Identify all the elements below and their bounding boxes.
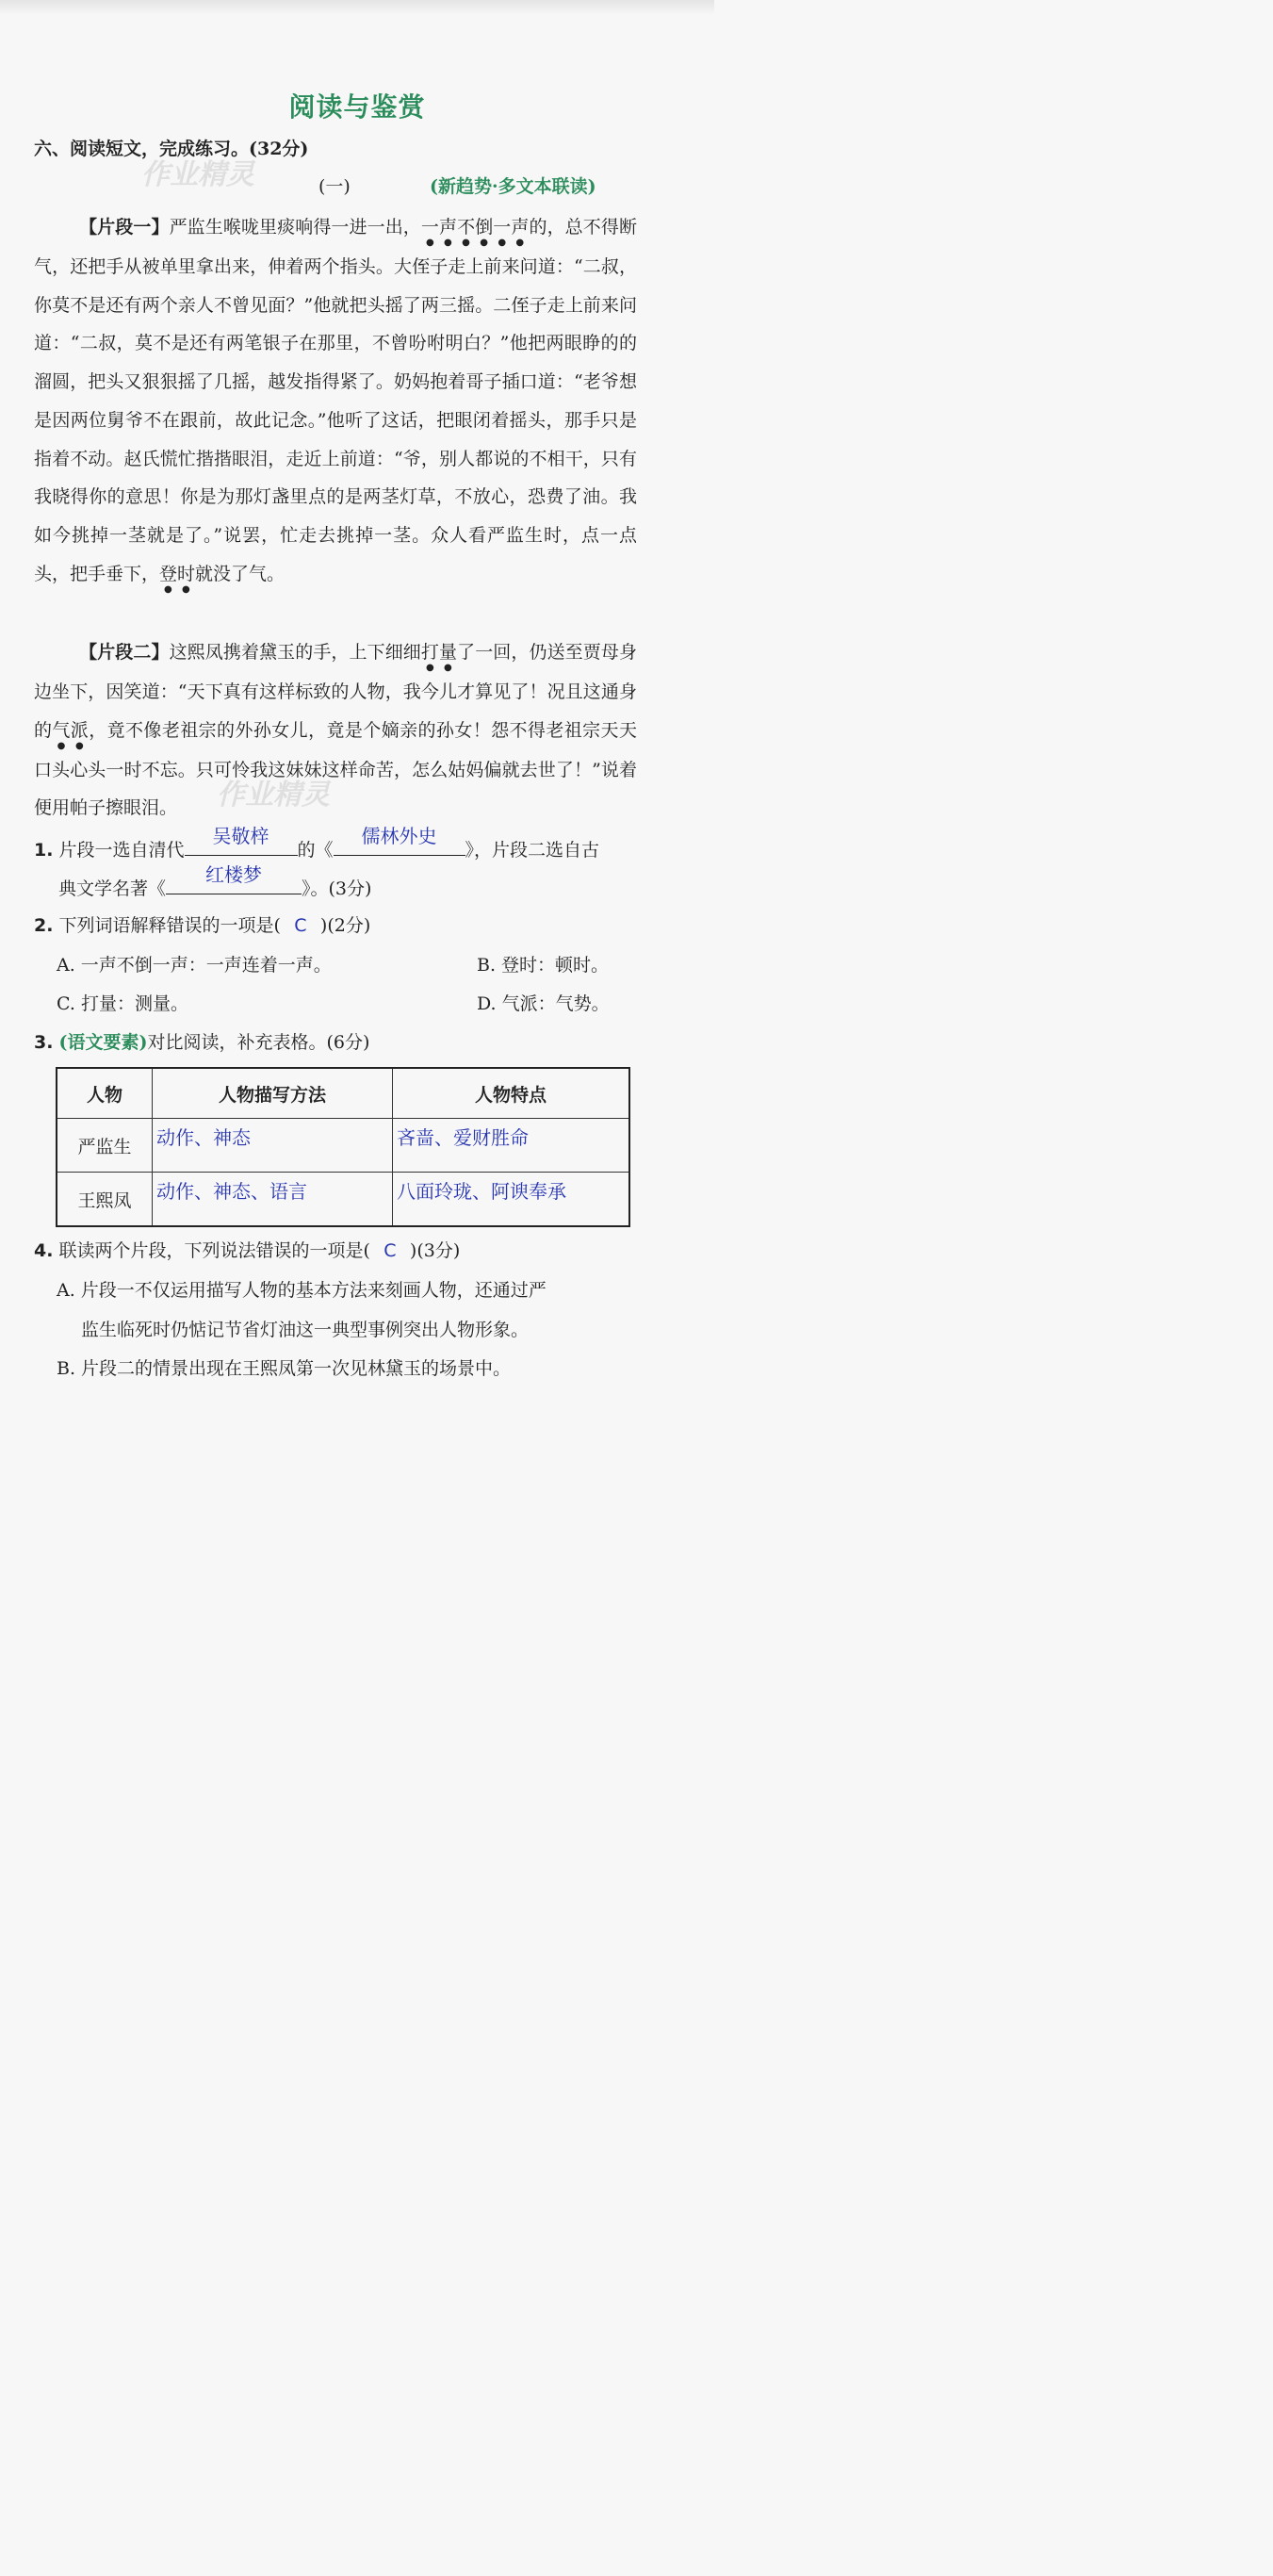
handwritten-answer[interactable]: 动作、神态 [153,1119,393,1173]
handwritten-answer: 儒林外史 [361,825,437,847]
option-a: A. 片段一不仅运用描写人物的基本方法来刻画人物，还通过严 [57,1280,547,1301]
part-number: (一) [318,176,351,197]
option-a: A. 一声不倒一声：一声连着一声。 [57,955,332,976]
table-header: 人物 [57,1068,153,1119]
section-tag: (新趋势·多文本联读) [430,176,596,197]
answer-blank[interactable] [334,825,465,856]
dotted-phrase: 登时 [159,563,196,584]
dotted-phrase: 一声不倒一声 [420,217,530,238]
passage-one: 【片段一】严监生喉咙里痰响得一进一出，一声不倒一声的，总不得断气，还把手从被单里拿出来，伸着两个指头。大侄子走上前来问道：“二叔，你莫不是还有两个亲人不曾见面？”他就把头摇了两三摇。二侄子走上前来问道：“二叔，莫不是还有两笔银子在那里，不曾吩咐明白？”他把两眼睁的的溜圆，把头又狠狠摇了几摇，越发指得紧了。奶妈抱着哥子插口道：“老爷想是因两位舅爷不在跟前，故此记念。”他听了这话，把眼闭着摇头，那手只是指着不动。赵氏慌忙揩揩眼泪，走近上前道：“爷，别人都说的不相干，只有我晓得你的意思！你是为那灯盏里点的是两茎灯草，不放心，恐费了油。我如今挑掉一茎就是了。”说罢，忙走去挑掉一茎。众人看严监生时，点一点头，把手垂下，登时就没了气。 [34,217,637,584]
table-header: 人物特点 [393,1068,630,1119]
option-b: B. 片段二的情景出现在王熙凤第一次见林黛玉的场景中。 [57,1358,512,1379]
watermark: 作业精灵 [141,158,254,191]
option-c: C. 打量：测量。 [57,993,188,1014]
option-a-cont: 监生临死时仍惦记节省灯油这一典型事例突出人物形象。 [81,1320,530,1340]
handwritten-answer: 红楼梦 [205,863,263,886]
question-1: 1. 片段一选自清代 吴敬梓 的《 儒林外史 》，片段二选自古 [34,834,599,861]
table-header: 人物描写方法 [153,1068,393,1119]
table-cell: 严监生 [57,1119,153,1173]
question-1-cont: 典文学名著《 红楼梦 》。(3分) [58,873,371,900]
comparison-table [56,1067,630,1227]
handwritten-answer[interactable]: 动作、神态、语言 [153,1173,393,1227]
question-tag: (语文要素) [58,1032,148,1053]
handwritten-answer[interactable]: 吝啬、爱财胜命 [393,1119,630,1173]
watermark: 作业精灵 [217,779,330,812]
handwritten-answer: C [294,915,307,936]
passage-two: 【片段二】这熙凤携着黛玉的手，上下细细打量了一回，仍送至贾母身边坐下，因笑道：“天下真有这样标致的人物，我今儿才算见了！况且这通身的气派，竟不像老祖宗的外孙女儿，竟是个嫡亲的孙女！怨不得老祖宗天天口头心头一时不忘。只可怜我这妹妹这样命苦，怎么姑妈偏就去世了！”说着便用帕子擦眼泪。 [34,642,637,819]
dotted-phrase: 打量 [420,642,458,663]
passage-two-label: 【片段二】 [79,642,170,663]
option-d: D. 气派：气势。 [477,993,610,1014]
section-heading: 六、阅读短文，完成练习。(32分) [34,139,309,159]
page-top-shadow [0,0,714,15]
question-3: 3. (语文要素)对比阅读，补充表格。(6分) [34,1032,370,1053]
table-row [57,1173,629,1227]
dotted-phrase: 气派 [52,719,90,741]
answer-blank[interactable] [185,825,298,856]
handwritten-answer: 吴敬梓 [212,825,269,847]
handwritten-answer[interactable]: 八面玲珑、阿谀奉承 [393,1173,630,1227]
option-b: B. 登时：顿时。 [477,955,610,976]
table-header-row [57,1068,629,1119]
table-cell: 王熙凤 [57,1173,153,1227]
handwritten-answer: C [384,1240,397,1261]
question-4: 4. 联读两个片段，下列说法错误的一项是( C )(3分) [34,1240,461,1261]
answer-blank[interactable] [166,863,302,894]
table-row [57,1119,629,1173]
page-title: 阅读与鉴赏 [288,91,426,123]
passage-one-label: 【片段一】 [79,217,170,238]
question-2: 2. 下列词语解释错误的一项是( C )(2分) [34,915,371,936]
